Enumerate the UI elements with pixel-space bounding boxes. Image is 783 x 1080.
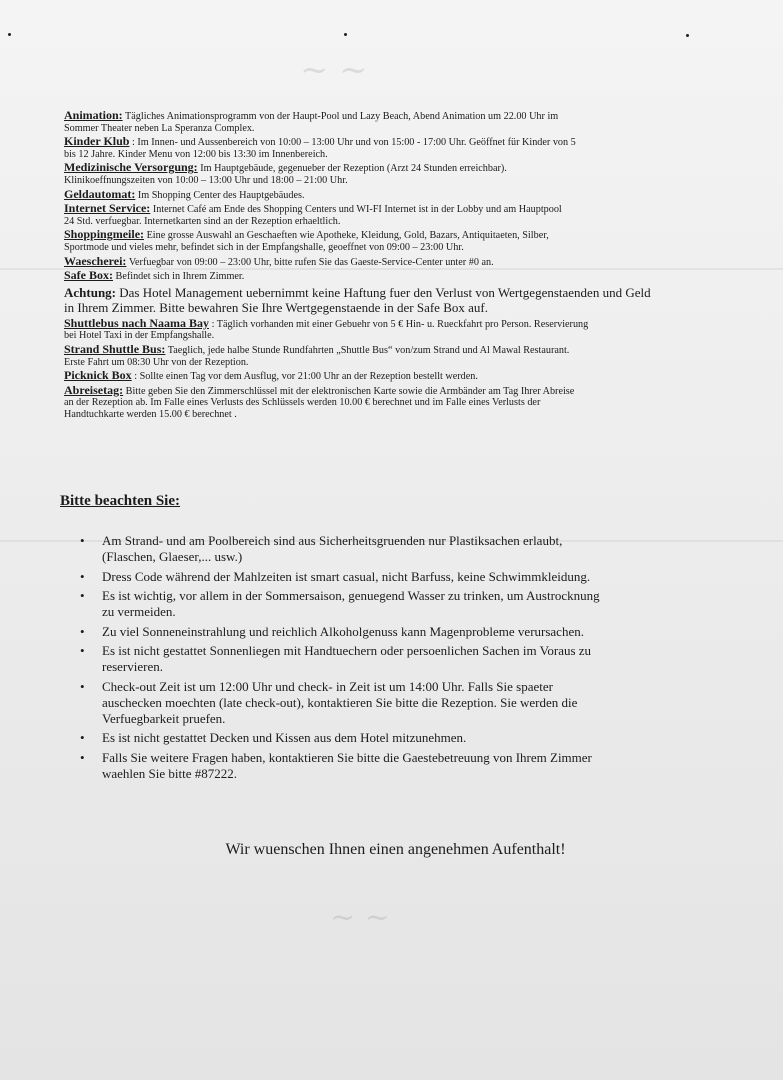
service-text: Befindet sich in Ihrem Zimmer. (115, 271, 245, 283)
service-text: : Täglich vorhanden mit einer Gebuehr von 5 € Hin- u. Rueckfahrt pro Person. Reservierung bei Hotel Taxi in der Empfangshalle. (64, 318, 589, 342)
service-entry (64, 341, 714, 368)
services-section (64, 110, 714, 422)
service-entry (64, 110, 714, 134)
service-entry (64, 370, 714, 383)
bullet-icon: • (80, 643, 85, 658)
service-entry (64, 186, 714, 202)
service-text: Taeglich, jede halbe Stunde Rundfahrten „Shuttle Bus“ von/zum Strand und Al Mawal Restaurant. Erste Fahrt um 08:30 Uhr von der Rezeption. (64, 344, 570, 368)
note-text: Es ist nicht gestattet Decken und Kissen aus dem Hotel mitzunehmen. (102, 730, 467, 745)
note-text: Am Strand- und am Poolbereich sind aus Sicherheitsgruenden nur Plastiksachen erlaubt, (Flaschen, Glaeser,... usw.) (102, 533, 563, 564)
note-item (76, 588, 696, 620)
bleed-through-logo: ~ ~ (330, 900, 390, 935)
closing-line (0, 841, 783, 859)
service-term: Abreisetag: (64, 382, 124, 397)
service-text: Im Hauptgebäude, gegenueber der Rezeption (Arzt 24 Stunden erreichbar). Klinikoeffnungszeiten von 10:00 – 13:00 Uhr und 18:00 – 21:00 Uhr. (64, 163, 507, 186)
note-item (76, 533, 696, 565)
note-text: Check-out Zeit ist um 12:00 Uhr und check- in Zeit ist um 14:00 Uhr. Falls Sie spaeter auschecken moechten (late check-out), kontaktieren Sie bitte die Rezeption. Sie werden die Verfuegbarkeit pruefen. (102, 678, 578, 726)
notes-list (76, 533, 696, 785)
notes-heading: Bitte beachten Sie: (60, 493, 180, 509)
service-text: Bitte geben Sie den Zimmerschlüssel mit der elektronischen Karte sowie die Armbänder am Tag Ihrer Abreise an der Rezeption ab. Im Falle eines Verlusts des Schlüssels werden 10.00 € berechnet und im Falle eines Verlusts der Handtuchkarte werden 15.00 € berechnet . (64, 385, 575, 420)
note-text: Es ist nicht gestattet Sonnenliegen mit Handtuechern oder persoenlichen Sachen im Voraus zu reservieren. (102, 643, 592, 674)
note-text: Es ist wichtig, vor allem in der Sommersaison, genuegend Wasser zu trinken, um Austrocknung zu vermeiden. (102, 588, 600, 619)
closing-text: Wir wuenschen Ihnen einen angenehmen Aufenthalt! (225, 841, 566, 858)
service-entry (64, 270, 714, 283)
service-term: Strand Shuttle Bus: (64, 341, 166, 356)
punch-mark (8, 33, 11, 36)
note-text: Dress Code während der Mahlzeiten ist smart casual, nicht Barfuss, keine Schwimmkleidung. (102, 568, 591, 584)
service-entry (64, 162, 714, 186)
service-text: : Sollte einen Tag vor dem Ausflug, vor 21:00 Uhr an der Rezeption bestellt werden. (134, 371, 478, 383)
punch-mark (344, 33, 347, 36)
service-term: Geldautomat: (64, 186, 136, 201)
bullet-icon: • (80, 623, 85, 639)
service-text: Internet Café am Ende des Shopping Centers und WI-FI Internet ist in der Lobby und am Hauptpool 24 Std. verfuegbar. Internetkarten sind an der Rezeption erhaeltlich. (64, 204, 562, 227)
note-item (76, 569, 696, 585)
note-item (76, 679, 696, 727)
service-entry (64, 203, 714, 227)
service-entry (64, 253, 714, 269)
service-term: Internet Service: (64, 201, 151, 216)
bullet-icon: • (80, 730, 85, 745)
bullet-icon: • (80, 568, 85, 584)
note-item (76, 750, 696, 782)
service-entry (64, 136, 714, 160)
service-text: Verfuegbar von 09:00 – 23:00 Uhr, bitte rufen Sie das Gaeste-Service-Center unter #0 an. (128, 256, 494, 268)
bullet-icon: • (80, 588, 85, 603)
service-text: Eine grosse Auswahl an Geschaeften wie Apotheke, Kleidung, Gold, Bazars, Antiquitaeten, Silber, Sportmode und vieles mehr, befindet sich in der Empfangshalle, geoeffnet von 09:00 – 23:00 Uhr. (64, 230, 549, 253)
service-text: : Im Innen- und Aussenbereich von 10:00 – 13:00 Uhr und von 15:00 - 17:00 Uhr. Geöffnet für Kinder von 5 bis 12 Jahre. Kinder Menu von 12:00 bis 13:30 im Innenbereich. (64, 137, 576, 160)
service-term: Waescherei: (64, 253, 127, 268)
bullet-icon: • (80, 749, 85, 765)
service-term: Shuttlebus nach Naama Bay (64, 315, 210, 330)
service-term: Shoppingmeile: (64, 227, 145, 242)
service-term: Medizinische Versorgung: (64, 160, 198, 175)
bullet-icon: • (80, 533, 85, 548)
note-item (76, 624, 696, 640)
notice-term: Achtung: (64, 284, 117, 300)
bullet-icon: • (80, 678, 85, 694)
service-entry (64, 382, 714, 421)
service-text: Tägliches Animationsprogramm von der Haupt-Pool und Lazy Beach, Abend Animation um 22.00 Uhr im Sommer Theater neben La Speranza Complex. (64, 111, 559, 134)
service-term: Picknick Box (64, 368, 132, 383)
bleed-through-logo: ~ ~ (300, 50, 368, 90)
service-text: Im Shopping Center des Hauptgebäudes. (137, 189, 305, 201)
service-entry (64, 315, 714, 342)
notice-text: Das Hotel Management uebernimmt keine Haftung fuer den Verlust von Wertgegenstaenden und Geld in Ihrem Zimmer. Bitte bewahren Sie Ihre Wertgegenstaende in der Safe Box auf. (64, 284, 651, 315)
punch-mark (686, 34, 689, 37)
note-item (76, 730, 696, 746)
service-entry (64, 229, 714, 253)
liability-notice (64, 285, 714, 315)
note-text: Falls Sie weitere Fragen haben, kontaktieren Sie bitte die Gaestebetreuung von Ihrem Zimmer waehlen Sie bitte #87222. (102, 749, 592, 781)
note-text: Zu viel Sonneneinstrahlung und reichlich Alkoholgenuss kann Magenprobleme verursachen. (102, 623, 584, 639)
service-term: Safe Box: (64, 268, 113, 283)
note-item (76, 643, 696, 675)
service-term: Animation: (64, 108, 123, 122)
service-term: Kinder Klub (64, 134, 130, 149)
